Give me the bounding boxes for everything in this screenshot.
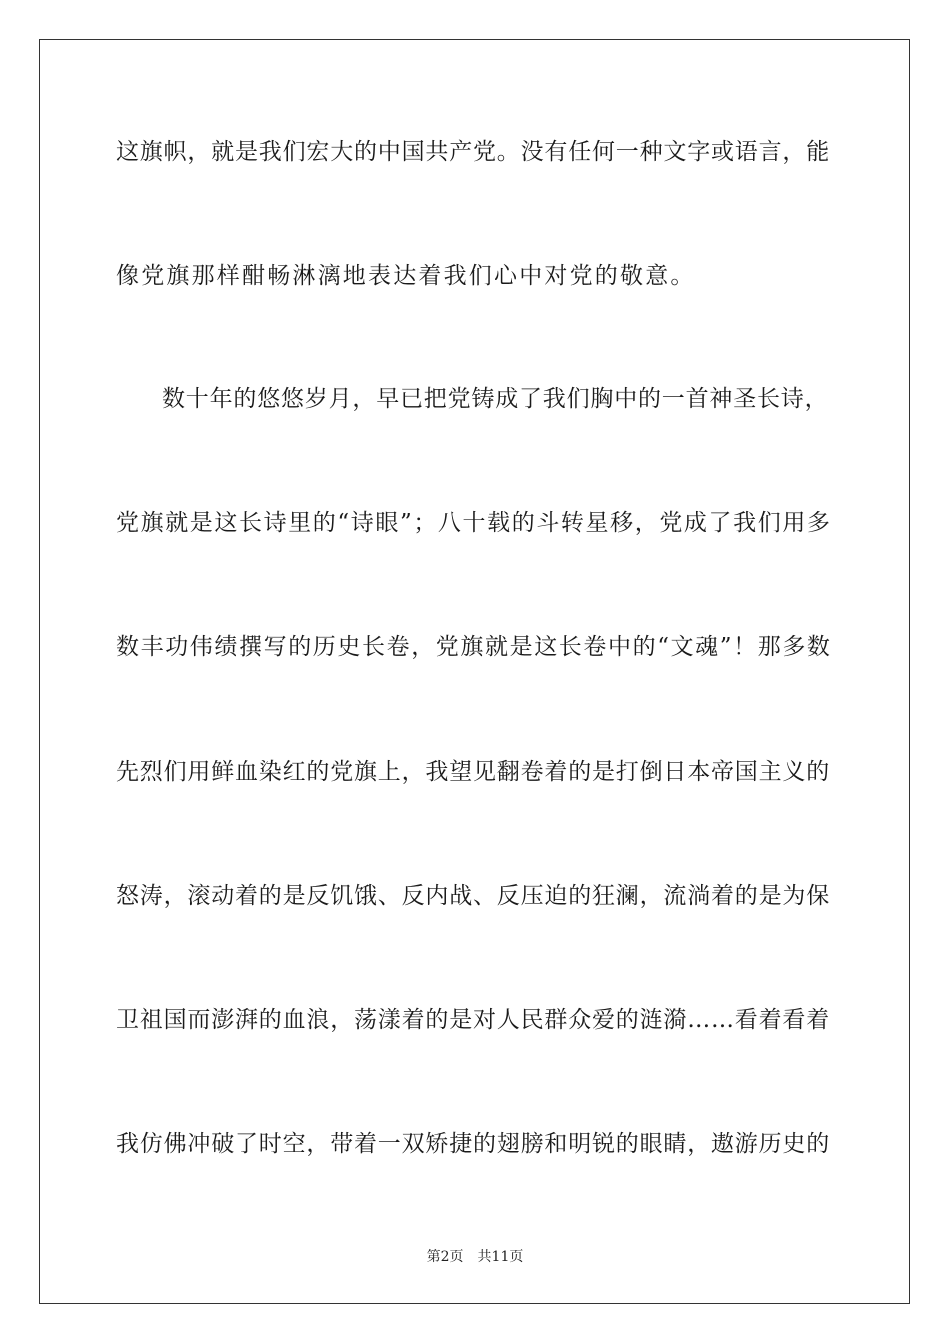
paragraph-line: 我仿佛冲破了时空，带着一双矫捷的翅膀和明锐的眼睛，遨游历史的 <box>116 1131 830 1157</box>
page-footer <box>0 1248 950 1266</box>
paragraph-line: 数丰功伟绩撰写的历史长卷，党旗就是这长卷中的“文魂”！那多数 <box>116 634 832 660</box>
paragraph-line: 先烈们用鲜血染红的党旗上，我望见翻卷着的是打倒日本帝国主义的 <box>116 759 830 785</box>
paragraph-line: 党旗就是这长诗里的“诗眼”；八十载的斗转星移，党成了我们用多 <box>116 510 832 536</box>
paragraph-line: 数十年的悠悠岁月，早已把党铸成了我们胸中的一首神圣长诗， <box>162 386 829 412</box>
page-border <box>39 39 910 1304</box>
paragraph-line: 这旗帜，就是我们宏大的中国共产党。没有任何一种文字或语言，能 <box>116 139 830 165</box>
paragraph-line: 卫祖国而澎湃的血浪，荡漾着的是对人民群众爱的涟漪……看着看着 <box>116 1007 830 1033</box>
paragraph-line: 像党旗那样酣畅淋漓地表达着我们心中对党的敬意。 <box>116 263 696 289</box>
paragraph-line: 怒涛，滚动着的是反饥饿、反内战、反压迫的狂澜，流淌着的是为保 <box>116 883 830 909</box>
page-total: 共11页 <box>477 1249 524 1265</box>
page-number: 第2页 <box>426 1249 464 1265</box>
